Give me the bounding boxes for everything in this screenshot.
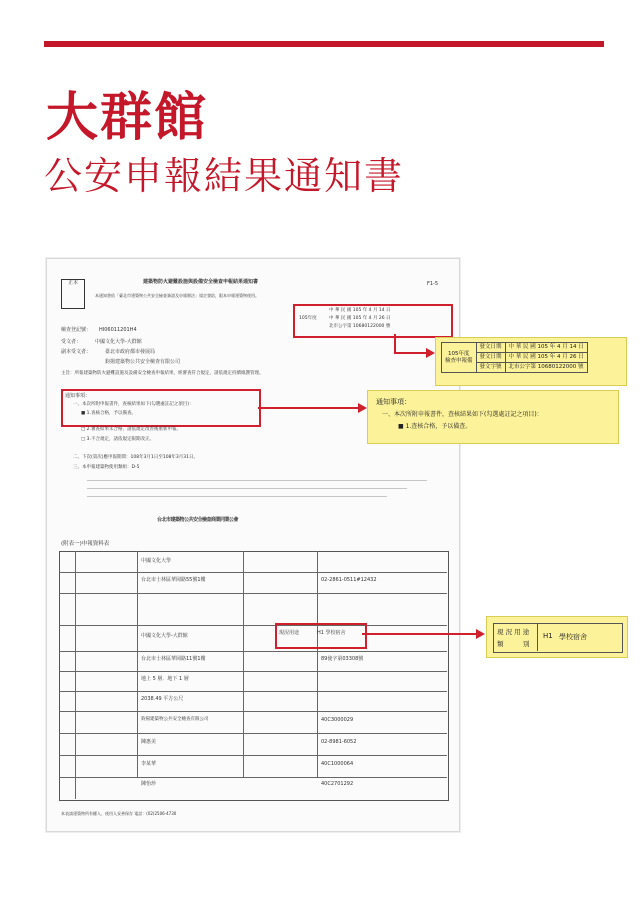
floor-count: 地上 5 層．地下 1 層	[141, 676, 189, 682]
building-address: 台北市士林區華岡路11號1樓	[141, 656, 206, 662]
license-number: 89使字第03308號	[321, 656, 364, 662]
notice-item-1a: ■ 1.查核合格，予以備查。	[81, 411, 136, 416]
row-line	[59, 777, 447, 778]
page-subtitle: 公安申報結果通知書	[44, 154, 405, 198]
use-callout-code: H1	[543, 632, 553, 640]
owner-address: 台北市士林區華岡路55號1樓	[141, 577, 206, 583]
text-line	[87, 496, 387, 497]
doc-date-side: 105年度	[299, 316, 317, 321]
recipient: 中國文化大學-大群館	[95, 339, 142, 345]
connector-line	[394, 352, 426, 354]
notice-item-3: □ 3.不合規定，請依規定限期改正。	[81, 437, 154, 442]
original-stamp: 正本	[61, 279, 85, 309]
use-highlight-frame	[275, 623, 367, 649]
serial-number: HI06011201H4	[99, 327, 137, 333]
doc-date-row3: 北市公字第 10680122000 號	[329, 324, 391, 329]
company-reg-no: 40C3000029	[321, 717, 354, 723]
notice-item-5: 三、本申報建築物使用類組：D-5	[73, 465, 140, 470]
date-label-1: 發文日期	[476, 343, 505, 353]
row-line	[59, 733, 447, 734]
date-side-label-2: 檢查申報備	[445, 357, 473, 364]
top-accent-bar	[44, 41, 604, 47]
row-line	[59, 691, 447, 692]
date-value-2: 中 華 民 國 105 年 4 月 26 日	[505, 353, 587, 363]
notice-highlight-frame	[61, 389, 261, 427]
inspector-1-cert: 40C1000064	[321, 761, 354, 767]
inspection-company: 鈞揚建築物公共安全檢查有限公司	[141, 717, 209, 722]
arrow-right-icon	[426, 348, 435, 358]
form-intro: 本通知書依「臺北市建築物公共安全檢查簽證及申報辦法」規定發給，限本申報建築物使用。	[95, 293, 259, 298]
cc-2: 鈞揚建築物公共安全檢查有限公司	[105, 359, 181, 365]
owner-name: 中國文化大學	[141, 558, 172, 564]
callout-notice-title: 通知事項：	[376, 398, 411, 406]
use-callout-value: 學校宿舍	[559, 633, 587, 641]
building-name: 中國文化大學-大群館	[141, 633, 188, 639]
date-side-cell	[442, 343, 477, 373]
date-side-label-1: 105年度	[448, 350, 470, 357]
use-label: 現況用途	[279, 630, 300, 636]
row-line	[59, 651, 447, 652]
callout-notice-line-2: ■ 1.查核合格，予以備查。	[398, 423, 472, 430]
doc-date-row1: 中 華 民 國 105 年 4 月 14 日	[329, 308, 391, 313]
row-line	[59, 671, 447, 672]
col-line	[137, 551, 138, 777]
serial-label: 檢查登記號：	[61, 327, 92, 333]
notice-item-2: □ 2.審查結果未合格，請依規定改善後重新申報。	[81, 427, 181, 432]
company-rep: 陳惠美	[141, 739, 157, 745]
date-label-2: 發文日期	[476, 353, 505, 363]
date-label-3: 發文字號	[476, 363, 505, 373]
floor-area: 2038.49 平方公尺	[141, 696, 184, 702]
union-seal: 台北市建築物公共安全檢查商業同業公會	[157, 517, 239, 523]
data-table	[59, 551, 449, 801]
row-line	[59, 711, 447, 712]
text-line	[87, 480, 427, 481]
connector-line	[258, 407, 358, 409]
row-line	[59, 625, 447, 626]
row-line	[59, 572, 447, 573]
recipient-label: 受文者：	[61, 339, 82, 345]
form-title: 建築物防火避難設施與設備安全檢查申報結果通知書	[143, 279, 259, 285]
notice-callout	[367, 390, 619, 444]
col-line	[243, 551, 244, 777]
date-table	[441, 342, 588, 373]
inspector-2: 陳怡珍	[141, 781, 157, 787]
notice-item-4: 二、下次(第次)應申報期間：108年3月1日至108年3月31日。	[73, 455, 199, 460]
owner-phone: 02-2861-0511#12432	[321, 577, 377, 583]
notice-item-1: 一、本次所附申報書件，查核結果如下(勾選處註記之項目)：	[73, 402, 194, 407]
form-code: F1-5	[427, 281, 439, 287]
text-line	[87, 488, 407, 489]
connector-line	[394, 334, 396, 354]
date-callout	[435, 337, 627, 386]
document-footer: 本表請建築物所有權人、使用人妥善保存 電話：(02)2506-4730	[61, 811, 177, 816]
use-callout-label-2: 類 別	[497, 640, 530, 648]
inspector-1: 李某華	[141, 761, 157, 767]
arrow-right-icon	[358, 403, 367, 413]
notice-title: 通知事項：	[65, 393, 91, 399]
row-line	[59, 593, 447, 594]
table-title: (附表一)申報資料表	[61, 541, 110, 547]
arrow-right-icon	[476, 629, 485, 639]
inspector-2-cert: 40C2701292	[321, 781, 354, 787]
row-line	[59, 755, 447, 756]
cc-label: 副本受文者：	[61, 349, 92, 355]
col-line	[75, 551, 76, 799]
callout-notice-line-1: 一、本次所附申報書件，查核結果如下(勾選處註記之項目)：	[382, 411, 543, 418]
subject-line: 主旨：所報建築物防火避難設施及設備安全檢查申報結果，經審查符合規定，請依規定持續維護管理。	[61, 371, 264, 376]
page-title: 大群館	[46, 88, 209, 148]
col-line	[537, 623, 538, 651]
use-value: H1 學校宿舍	[317, 630, 346, 636]
cc-1: 臺北市政府都市發展局	[105, 349, 156, 355]
company-tel: 02-8981-6052	[321, 739, 357, 745]
use-callout-label-1: 現 況 用 途	[497, 628, 530, 636]
doc-date-row2: 中 華 民 國 105 年 4 月 26 日	[329, 316, 391, 321]
col-line	[317, 551, 318, 777]
date-value-1: 中 華 民 國 105 年 4 月 14 日	[505, 343, 587, 353]
date-value-3: 北市公字第 10680122000 號	[505, 363, 587, 373]
scanned-notice-document	[46, 258, 460, 832]
connector-line	[362, 633, 476, 635]
use-callout	[486, 616, 628, 658]
